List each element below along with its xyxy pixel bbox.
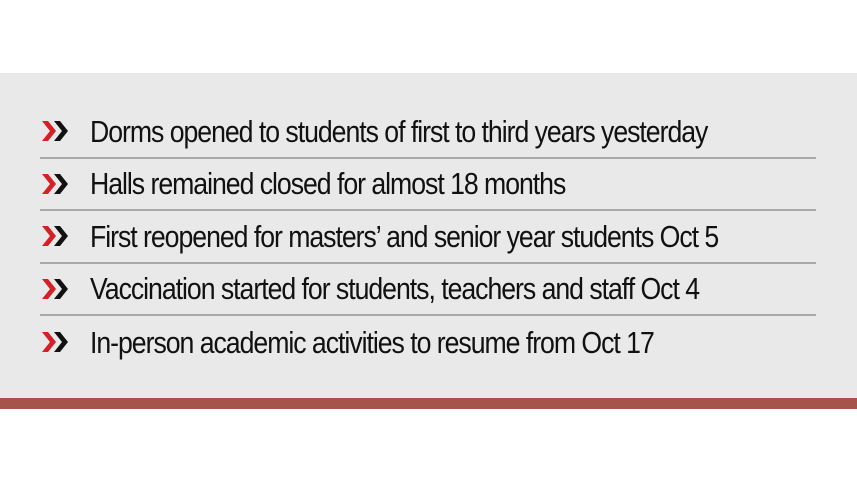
double-chevron-right-icon bbox=[40, 329, 74, 355]
item-text: In-person academic activities to resume from Oct 17 bbox=[90, 324, 654, 360]
list-item bbox=[40, 316, 816, 369]
double-chevron-right-icon bbox=[40, 276, 74, 302]
double-chevron-right-icon bbox=[40, 171, 74, 197]
accent-bar bbox=[0, 398, 857, 409]
list-item bbox=[40, 264, 816, 317]
list-item bbox=[40, 159, 816, 212]
list-item bbox=[40, 211, 816, 264]
list-item bbox=[40, 106, 816, 159]
item-text: First reopened for masters’ and senior year students Oct 5 bbox=[90, 218, 719, 254]
double-chevron-right-icon bbox=[40, 223, 74, 249]
item-text: Dorms opened to students of first to third years yesterday bbox=[90, 113, 708, 149]
highlights-list bbox=[40, 106, 816, 369]
item-text: Halls remained closed for almost 18 months bbox=[90, 166, 566, 202]
item-text: Vaccination started for students, teachers and staff Oct 4 bbox=[90, 271, 699, 307]
double-chevron-right-icon bbox=[40, 118, 74, 144]
